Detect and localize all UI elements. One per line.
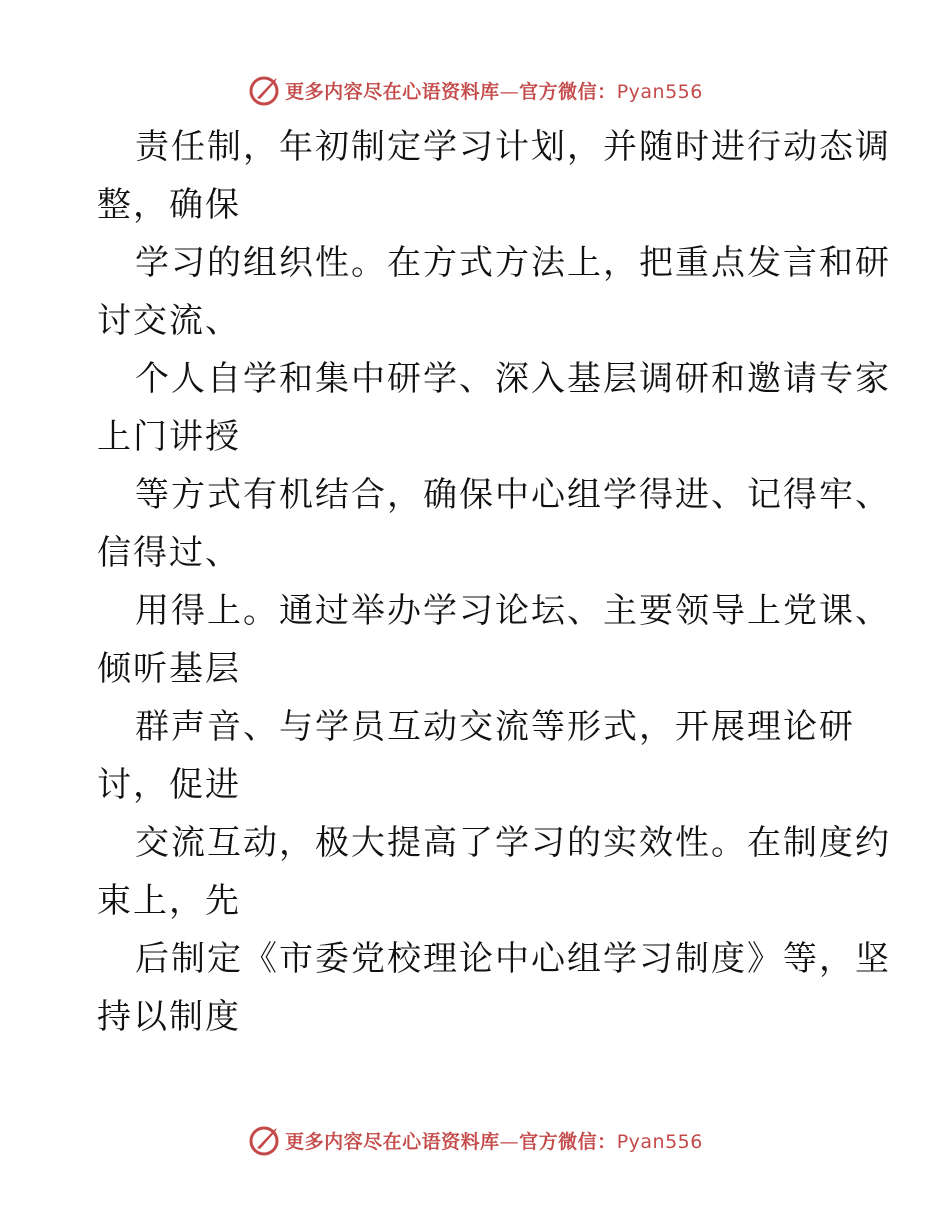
footer-banner-text: 更多内容尽在心语资料库—官方微信：Pyan556: [285, 1130, 703, 1153]
paragraph: [97, 582, 891, 698]
paragraph-line: 信得过、: [97, 533, 241, 573]
paragraph: [97, 234, 891, 350]
paragraph-line: 上门讲授: [97, 417, 241, 457]
paragraph-line: 学习的组织性。在方式方法上，把重点发言和研: [135, 243, 891, 283]
paragraph-line: 群声音、与学员互动交流等形式，开展理论研: [135, 707, 855, 747]
paragraph: [97, 466, 891, 582]
paragraph: [97, 814, 891, 930]
paragraph-line: 用得上。通过举办学习论坛、主要领导上党课、: [135, 591, 891, 631]
paragraph-line: 等方式有机结合，确保中心组学得进、记得牢、: [135, 475, 891, 515]
document-body: [97, 118, 891, 1046]
paragraph-line: 责任制，年初制定学习计划，并随时进行动态调: [135, 127, 891, 167]
paragraph: [97, 118, 891, 234]
header-banner-text: 更多内容尽在心语资料库—官方微信：Pyan556: [285, 80, 703, 103]
paragraph-line: 讨交流、: [97, 301, 241, 341]
header-banner: [0, 70, 950, 110]
paragraph-line: 交流互动，极大提高了学习的实效性。在制度约: [135, 823, 891, 863]
paragraph: [97, 930, 891, 1046]
paragraph-line: 倾听基层: [97, 649, 241, 689]
paragraph-line: 束上，先: [97, 881, 241, 921]
paragraph-line: 整，确保: [97, 185, 241, 225]
feather-logo-icon: [247, 72, 283, 108]
paragraph: [97, 350, 891, 466]
paragraph-line: 后制定《市委党校理论中心组学习制度》等，坚: [135, 939, 891, 979]
feather-logo-icon: [247, 1122, 283, 1158]
paragraph-line: 持以制度: [97, 997, 241, 1037]
paragraph: [97, 698, 857, 814]
footer-banner: [0, 1120, 950, 1160]
paragraph-line: 个人自学和集中研学、深入基层调研和邀请专家: [135, 359, 891, 399]
paragraph-line: 讨，促进: [97, 765, 241, 805]
